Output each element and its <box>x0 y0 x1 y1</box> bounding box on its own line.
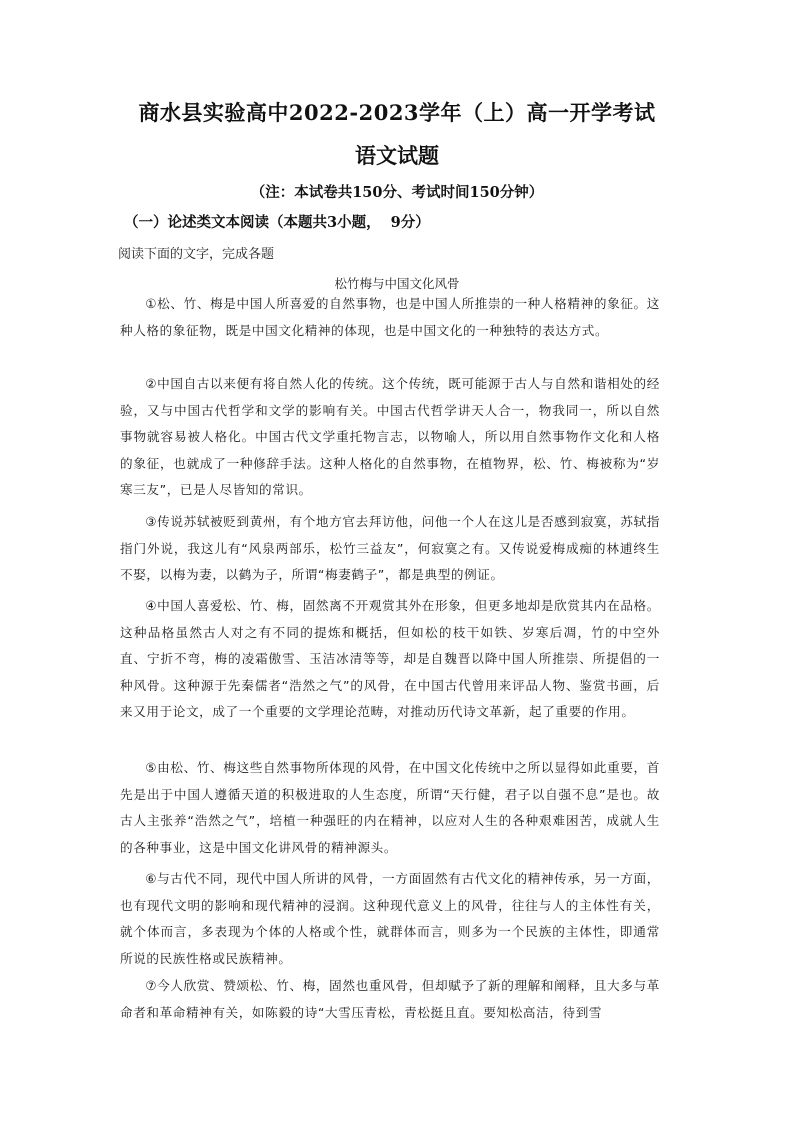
article-paragraph: ②中国自古以来便有将自然人化的传统。这个传统，既可能源于古人与自然和谐相处的经验，又与中国古代哲学和文学的影响有关。中国古代哲学讲天人合一，物我同一，所以自然事物就容易被人格化。中国古代文学重托物言志，以物喻人，所以用自然事物作文化和人格的象征，也就成了一种修辞手法。这种人格化的自然事物，在植物界，松、竹、梅被称为“岁寒三友”，已是人尽皆知的常识。 <box>120 376 660 498</box>
article-title: 松竹梅与中国文化风骨 <box>334 276 460 291</box>
exam-note: （注：本试卷共150分、考试时间150分钟） <box>250 184 544 201</box>
article-paragraph: ⑦今人欣赏、赞颂松、竹、梅，固然也重风骨，但却赋予了新的理解和阐释，且大多与革命者和革命精神有关，如陈毅的诗“大雪压青松，青松挺且直。要知松高洁，待到雪 <box>120 978 660 1020</box>
exam-title: 商水县实验高中2022-2023学年（上）高一开学考试 <box>138 100 656 125</box>
article-paragraph: ①松、竹、梅是中国人所喜爱的自然事物，也是中国人所推崇的一种人格精神的象征。这种人格的象征物，既是中国文化精神的体现，也是中国文化的一种独特的表达方式。 <box>120 296 660 338</box>
reading-instruction: 阅读下面的文字，完成各题 <box>118 246 275 261</box>
article-paragraph: ⑤由松、竹、梅这些自然事物所体现的风骨，在中国文化传统中之所以显得如此重要，首先是出于中国人遵循天道的积极进取的人生态度，所谓“天行健，君子以自强不息”是也。故古人主张养“浩然之气”，培植一种强旺的内在精神，以应对人生的各种艰难困苦，成就人生的各种事业，这是中国文化讲风骨的精神源头。 <box>120 760 660 855</box>
article-paragraph: ④中国人喜爱松、竹、梅，固然离不开观赏其外在形象，但更多地却是欣赏其内在品格。这种品格虽然古人对之有不同的提炼和概括，但如松的枝干如铁、岁寒后凋，竹的中空外直、宁折不弯，梅的凌霜傲雪、玉洁冰清等等，却是自魏晋以降中国人所推崇、所提倡的一种风骨。这种源于先秦儒者“浩然之气”的风骨，在中国古代曾用来评品人物、鉴赏书画，后来又用于论文，成了一个重要的文学理论范畴，对推动历代诗文革新，起了重要的作用。 <box>120 598 660 720</box>
subject-title: 语文试题 <box>355 143 439 168</box>
section-heading: （一）论述类文本阅读（本题共3小题， 9分） <box>124 214 430 231</box>
article-paragraph: ③传说苏轼被贬到黄州，有个地方官去拜访他，问他一个人在这儿是否感到寂寞，苏轼指指门外说，我这儿有“风泉两部乐，松竹三益友”，何寂寞之有。又传说爱梅成痴的林逋终生不娶，以梅为妻，以鹤为子，所谓“梅妻鹤子”，都是典型的例证。 <box>120 514 660 583</box>
article-paragraph: ⑥与古代不同，现代中国人所讲的风骨，一方面固然有古代文化的精神传承，另一方面，也有现代文明的影响和现代精神的浸润。这种现代意义上的风骨，往往与人的主体性有关，就个体而言，多表现为个体的人格或个性，就群体而言，则多为一个民族的主体性，即通常所说的民族性格或民族精神。 <box>120 871 660 966</box>
